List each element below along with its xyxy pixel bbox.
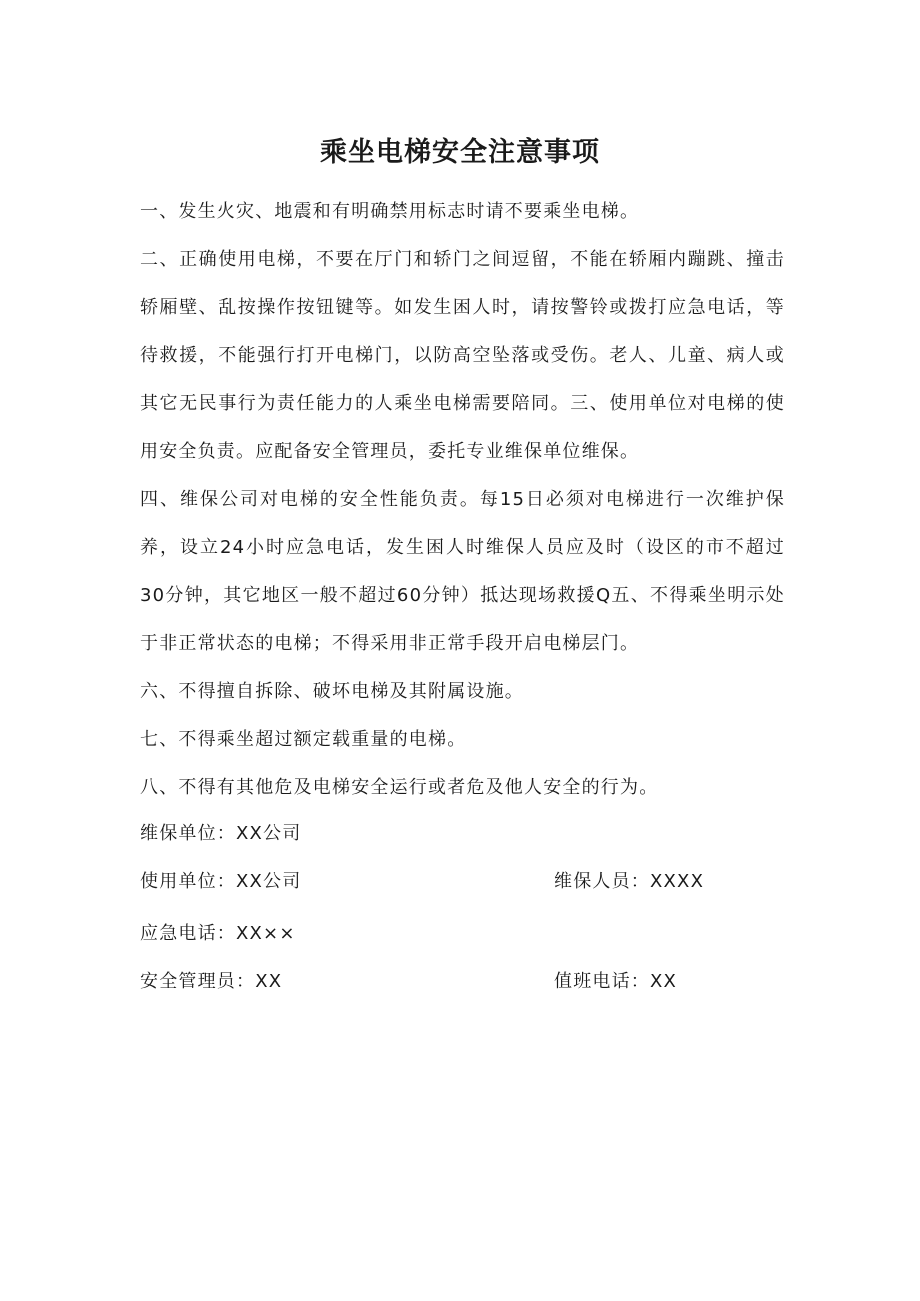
emergency-phone-text: 应急电话：XX×× (140, 923, 296, 944)
info-row-user-unit (140, 862, 785, 902)
paragraph-2: 二、正确使用电梯，不要在厅门和轿门之间逗留，不能在轿厢内蹦跳、撞击轿厢壁、乱按操作按钮键等。如发生困人时，请按警铃或拨打应急电话，等待救援，不能强行打开电梯门，以防高空坠落或受伤。老人、儿童、病人或其它无民事行为责任能力的人乘坐电梯需要陪同。三、使用单位对电梯的使用安全负责。应配备安全管理员，委托专业维保单位维保。 (140, 249, 785, 462)
user-unit-text: 使用单位：XX公司 (140, 871, 302, 892)
info-row-safety-manager (140, 962, 785, 1002)
maintenance-unit-text: 维保单位：XX公司 (140, 823, 302, 844)
paragraph-4: 六、不得擅自拆除、破坏电梯及其附属设施。 (140, 681, 524, 702)
info-row-emergency-phone (140, 914, 785, 954)
safety-manager-text: 安全管理员：XX (140, 971, 283, 992)
duty-phone-text: 值班电话：XX (554, 971, 678, 992)
document-title: 乘坐电梯安全注意事项 (320, 137, 600, 168)
maintenance-staff-text: 维保人员：XXXX (554, 871, 705, 892)
paragraph-1: 一、发生火灾、地震和有明确禁用标志时请不要乘坐电梯。 (140, 201, 640, 222)
paragraph-5: 七、不得乘坐超过额定载重量的电梯。 (140, 729, 467, 750)
info-row-maintenance-unit (140, 814, 785, 854)
paragraph-6: 八、不得有其他危及电梯安全运行或者危及他人安全的行为。 (140, 777, 659, 798)
paragraph-3: 四、维保公司对电梯的安全性能负责。每15日必须对电梯进行一次维护保养，设立24小时应急电话，发生困人时维保人员应及时（设区的市不超过30分钟，其它地区一般不超过60分钟）抵达现场救援Q五、不得乘坐明示处于非正常状态的电梯；不得采用非正常手段开启电梯层门。 (140, 489, 785, 654)
document-body (140, 188, 785, 812)
